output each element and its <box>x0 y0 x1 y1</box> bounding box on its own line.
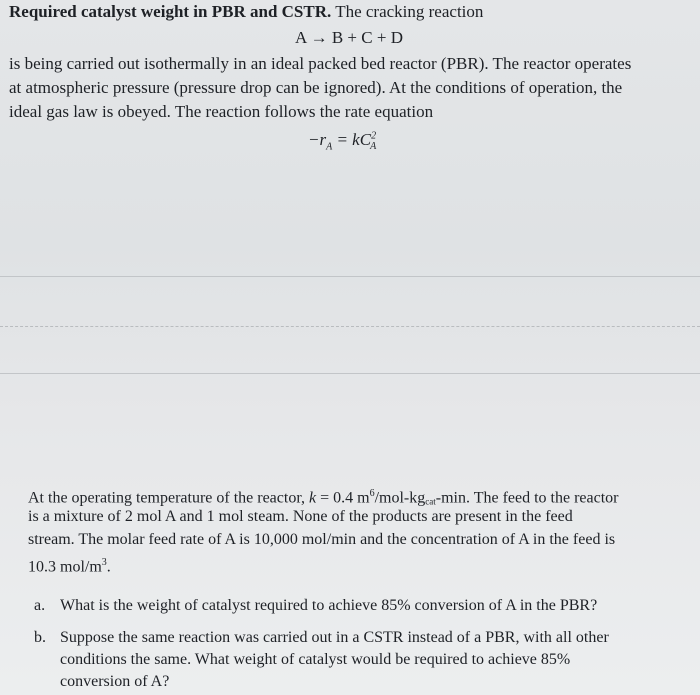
reaction-equation: A → B + C + D <box>295 28 403 47</box>
question-b-line-2: conditions the same. What weight of catalyst would be required to achieve 85% <box>60 651 571 668</box>
rate-sup: 2 <box>371 130 377 142</box>
conditions-line-2: is a mixture of 2 mol A and 1 mol steam. None of the products are present in the feed <box>28 508 573 525</box>
problem-title: Required catalyst weight in PBR and CSTR. <box>9 2 332 21</box>
conditions-sub-cat: cat <box>425 496 436 507</box>
question-b-label: b. <box>34 629 46 646</box>
k-symbol: k <box>309 489 317 507</box>
title-line <box>9 2 483 22</box>
question-a-line-1: What is the weight of catalyst required to achieve 85% conversion of A in the PBR? <box>60 597 598 614</box>
conditions-text-d: -min. The feed to the reactor <box>435 489 619 507</box>
conditions-text-e: 10.3 mol/m <box>28 558 102 576</box>
conditions-text-c: /mol-kg <box>374 489 426 507</box>
conditions-line-4 <box>28 553 111 577</box>
conditions-text-b: = 0.4 m <box>316 489 370 507</box>
conditions-sup-6: 6 <box>369 488 375 499</box>
page-divider-3 <box>0 373 700 374</box>
rate-lhs: −r <box>308 130 327 149</box>
page-divider-1 <box>0 276 700 277</box>
conditions-text-a: At the operating temperature of the reactor, <box>28 489 310 507</box>
title-continuation: The cracking reaction <box>331 2 484 21</box>
page-divider-2 <box>0 326 700 327</box>
question-b-line-3: conversion of A? <box>60 673 170 690</box>
question-b-line-1: Suppose the same reaction was carried out in a CSTR instead of a PBR, with all other <box>60 629 609 646</box>
question-a-label: a. <box>34 597 46 614</box>
conditions-text-f: . <box>106 558 111 576</box>
rate-lhs-sub: A <box>326 141 333 153</box>
intro-line-3: ideal gas law is obeyed. The reaction follows the rate equation <box>9 102 434 121</box>
conditions-sup-3: 3 <box>101 557 107 568</box>
intro-line-1: is being carried out isothermally in an ideal packed bed reactor (PBR). The reactor operates <box>9 54 632 73</box>
intro-line-2: at atmospheric pressure (pressure drop can be ignored). At the conditions of operation, the <box>9 78 623 97</box>
conditions-line-3: stream. The molar feed rate of A is 10,000 mol/min and the concentration of A in the feed is <box>28 531 616 548</box>
rate-rhs: = kC <box>332 130 372 149</box>
rate-sub: A <box>370 141 377 153</box>
rate-equation <box>308 130 376 152</box>
